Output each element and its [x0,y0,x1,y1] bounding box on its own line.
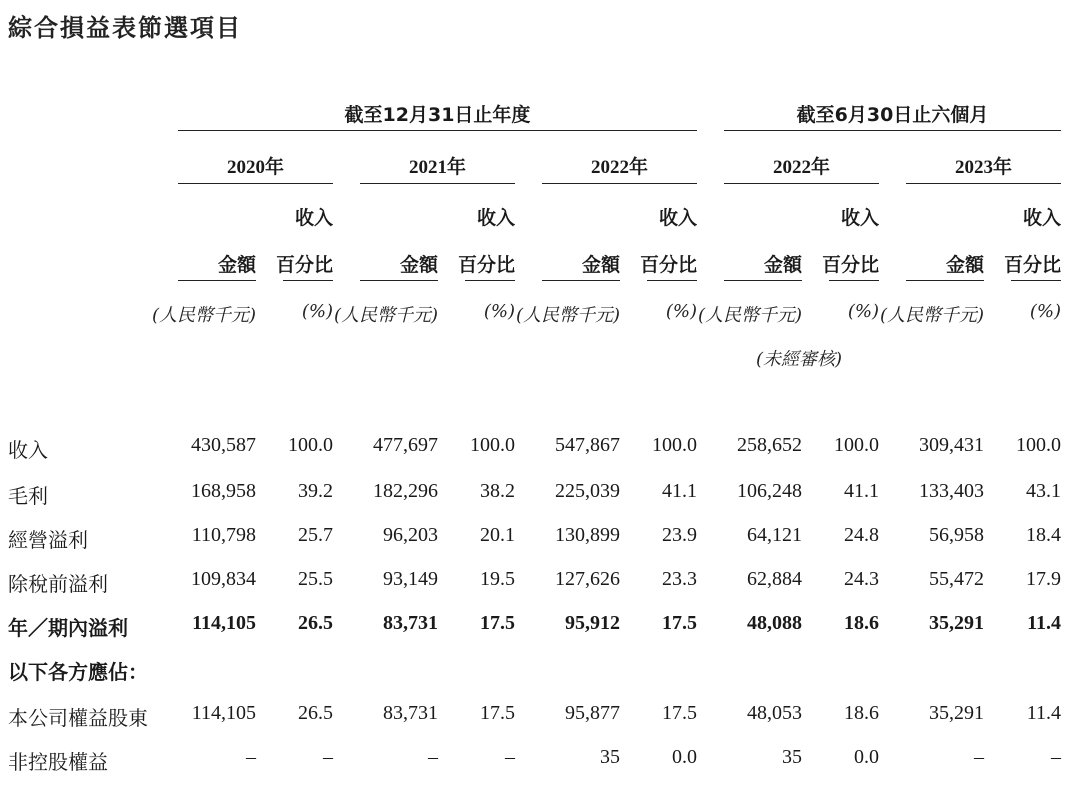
percent-header-rule [465,280,515,281]
amount-header-rule [724,280,802,281]
amount-header: 金額 [581,254,620,276]
table-cell: – [505,746,515,768]
table-cell: 547,867 [555,434,620,456]
table-cell: 100.0 [470,434,515,456]
row-label: 非控股權益 [8,750,108,774]
amount-header-rule [178,280,256,281]
table-cell: 0.0 [672,746,697,768]
percent-unit: (%) [847,301,879,322]
table-cell: – [246,746,256,768]
table-cell: 83,731 [383,612,438,634]
table-cell: 17.5 [480,612,515,634]
table-cell: 25.7 [298,524,333,546]
table-cell: 25.5 [298,568,333,590]
revenue-percent-header-line1: 收入 [840,207,879,229]
table-cell: 133,403 [919,480,984,502]
revenue-percent-header-line2: 百分比 [821,254,879,276]
revenue-percent-header-line2: 百分比 [639,254,697,276]
amount-header-rule [360,280,438,281]
table-cell: 17.5 [480,702,515,724]
period-group-header: 截至6月30日止六個月 [796,104,989,126]
table-cell: 62,884 [747,568,802,590]
amount-header-rule [906,280,984,281]
period-group-header: 截至12月31日止年度 [344,104,531,126]
year-rule [178,183,333,184]
table-cell: 43.1 [1026,480,1061,502]
percent-header-rule [1011,280,1061,281]
period-group-rule [724,130,1061,131]
unaudited-note: (未經審核) [755,349,842,370]
year-header: 2022年 [772,157,830,178]
table-cell: 24.3 [844,568,879,590]
row-label: 年／期內溢利 [8,616,128,640]
table-cell: 38.2 [480,480,515,502]
table-cell: 430,587 [191,434,256,456]
page-title: 綜合損益表節選項目 [8,14,242,42]
percent-unit: (%) [665,301,697,322]
table-cell: 64,121 [747,524,802,546]
revenue-percent-header-line2: 百分比 [457,254,515,276]
year-rule [360,183,515,184]
year-rule [906,183,1061,184]
row-label: 本公司權益股東 [8,706,148,730]
table-cell: 23.9 [662,524,697,546]
table-cell: 39.2 [298,480,333,502]
table-cell: 35,291 [929,702,984,724]
table-cell: 96,203 [383,524,438,546]
revenue-percent-header-line1: 收入 [476,207,515,229]
table-cell: 114,105 [192,612,256,634]
revenue-percent-header-line2: 百分比 [275,254,333,276]
table-cell: 55,472 [929,568,984,590]
table-cell: 100.0 [288,434,333,456]
percent-header-rule [647,280,697,281]
table-cell: 0.0 [854,746,879,768]
table-cell: 95,912 [565,612,620,634]
table-cell: 95,877 [565,702,620,724]
row-label: 以下各方應佔： [8,660,148,684]
table-cell: 23.3 [662,568,697,590]
table-cell: 18.6 [844,702,879,724]
amount-unit: (人民幣千元) [879,305,984,326]
table-cell: 258,652 [737,434,802,456]
year-header: 2022年 [590,157,648,178]
amount-header: 金額 [763,254,802,276]
table-cell: 41.1 [844,480,879,502]
table-cell: 17.5 [662,702,697,724]
table-cell: 127,626 [555,568,620,590]
table-cell: 18.6 [844,612,879,634]
table-cell: 93,149 [383,568,438,590]
table-cell: 48,053 [747,702,802,724]
table-cell: 182,296 [373,480,438,502]
row-label: 經營溢利 [8,528,88,552]
table-cell: 17.5 [662,612,697,634]
percent-header-rule [283,280,333,281]
year-header: 2020年 [226,157,284,178]
percent-unit: (%) [301,301,333,322]
amount-unit: (人民幣千元) [515,305,620,326]
revenue-percent-header-line1: 收入 [1022,207,1061,229]
table-cell: 100.0 [1016,434,1061,456]
table-cell: 48,088 [747,612,802,634]
table-cell: 41.1 [662,480,697,502]
table-cell: 26.5 [298,702,333,724]
table-cell: – [974,746,984,768]
year-rule [724,183,879,184]
table-cell: 18.4 [1026,524,1061,546]
amount-header: 金額 [217,254,256,276]
table-cell: 477,697 [373,434,438,456]
period-group-rule [178,130,697,131]
row-label: 毛利 [8,484,48,508]
table-cell: 225,039 [555,480,620,502]
revenue-percent-header-line2: 百分比 [1003,254,1061,276]
table-cell: 24.8 [844,524,879,546]
table-cell: 168,958 [191,480,256,502]
row-label: 收入 [8,438,48,462]
amount-header: 金額 [945,254,984,276]
percent-unit: (%) [483,301,515,322]
revenue-percent-header-line1: 收入 [294,207,333,229]
table-cell: 110,798 [191,524,256,546]
amount-header: 金額 [399,254,438,276]
percent-header-rule [829,280,879,281]
table-cell: 11.4 [1026,702,1061,724]
table-cell: 35,291 [929,612,984,634]
table-cell: 35 [782,746,802,768]
table-cell: – [323,746,333,768]
table-cell: – [428,746,438,768]
year-header: 2021年 [408,157,466,178]
table-cell: 309,431 [919,434,984,456]
table-cell: 100.0 [834,434,879,456]
amount-unit: (人民幣千元) [697,305,802,326]
table-cell: 106,248 [737,480,802,502]
table-cell: 109,834 [191,568,256,590]
table-cell: 114,105 [191,702,256,724]
table-cell: 56,958 [929,524,984,546]
amount-header-rule [542,280,620,281]
row-label: 除稅前溢利 [8,572,108,596]
table-cell: 130,899 [555,524,620,546]
table-cell: 35 [600,746,620,768]
table-cell: 19.5 [480,568,515,590]
amount-unit: (人民幣千元) [333,305,438,326]
year-header: 2023年 [954,157,1012,178]
table-cell: 17.9 [1026,568,1061,590]
table-cell: 83,731 [383,702,438,724]
revenue-percent-header-line1: 收入 [658,207,697,229]
amount-unit: (人民幣千元) [151,305,256,326]
table-cell: 20.1 [480,524,515,546]
table-cell: 100.0 [652,434,697,456]
percent-unit: (%) [1029,301,1061,322]
year-rule [542,183,697,184]
table-cell: – [1051,746,1061,768]
table-cell: 26.5 [298,612,333,634]
table-cell: 11.4 [1027,612,1061,634]
